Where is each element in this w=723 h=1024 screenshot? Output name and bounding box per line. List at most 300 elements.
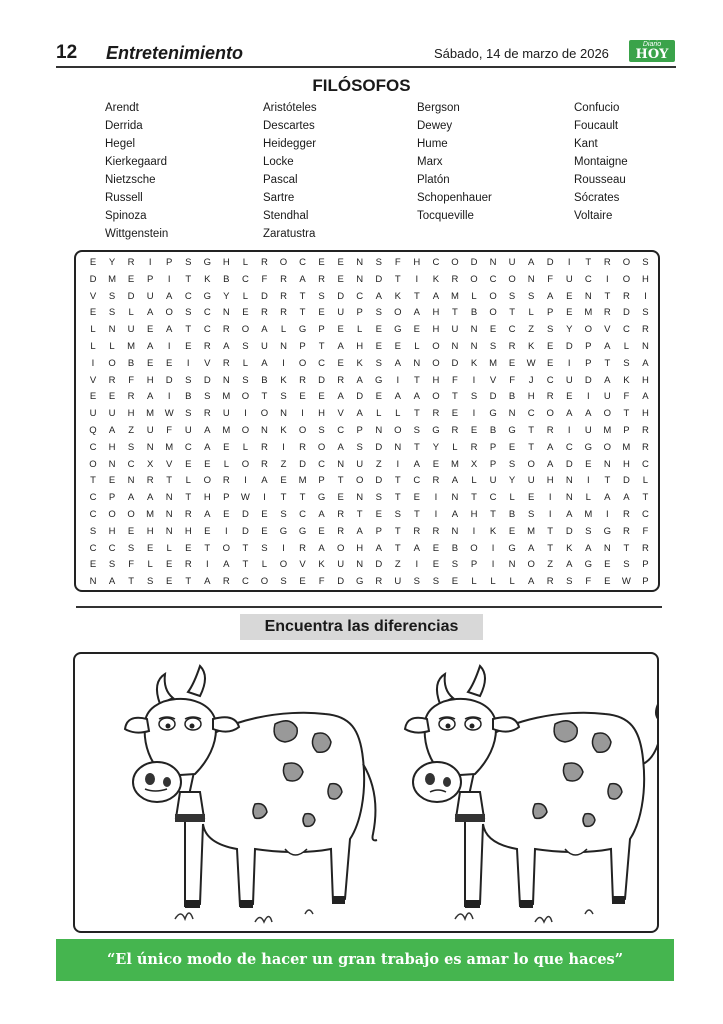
grid-letter: O (470, 542, 478, 554)
grid-letter: P (642, 559, 649, 571)
grid-letter: A (394, 391, 401, 403)
grid-letter: F (585, 576, 592, 588)
grid-letter: M (584, 307, 593, 319)
grid-letter: E (166, 357, 173, 369)
grid-letter: A (356, 408, 363, 420)
grid-letter: U (508, 257, 516, 268)
grid-letter: U (527, 475, 535, 487)
grid-letter: N (603, 458, 611, 470)
grid-letter: F (128, 559, 134, 571)
grid-row (82, 388, 654, 405)
grid-letter: T (528, 441, 535, 453)
grid-letter: T (166, 475, 173, 487)
grid-letter: I (301, 408, 304, 420)
grid-letter: G (489, 408, 497, 420)
grid-letter: L (414, 341, 420, 352)
word-item: Sartre (263, 192, 295, 204)
grid-letter: E (470, 425, 478, 436)
grid-letter: S (375, 307, 382, 319)
grid-letter: N (165, 492, 173, 504)
grid-letter: Q (89, 425, 97, 436)
grid-letter: Z (547, 559, 554, 571)
grid-letter: M (222, 391, 231, 403)
page-header (56, 40, 676, 66)
grid-letter: S (527, 509, 535, 520)
grid-letter: E (337, 273, 344, 285)
grid-letter: T (242, 542, 249, 554)
grid-letter: L (242, 441, 249, 453)
grid-letter: E (127, 525, 135, 537)
grid-letter: R (413, 525, 421, 537)
grid-row (82, 405, 654, 422)
grid-letter: N (108, 458, 116, 470)
grid-letter: G (375, 374, 383, 386)
grid-letter: C (127, 458, 135, 470)
grid-letter: O (260, 408, 269, 420)
grid-letter: D (375, 441, 383, 453)
grid-letter: S (185, 257, 192, 268)
grid-letter: E (318, 257, 325, 268)
grid-letter: O (489, 290, 497, 302)
grid-letter: V (604, 324, 611, 336)
grid-letter: D (451, 357, 459, 369)
grid-letter: L (128, 307, 134, 319)
grid-letter: A (337, 441, 344, 453)
grid-letter: E (146, 357, 154, 369)
grid-letter: S (642, 257, 649, 268)
grid-letter: I (644, 290, 647, 302)
grid-letter: O (527, 559, 535, 571)
page-number: 12 (56, 42, 78, 63)
grid-letter: E (527, 492, 535, 504)
grid-letter: O (108, 357, 116, 369)
grid-letter: E (166, 576, 173, 588)
grid-letter: U (261, 341, 268, 352)
grid-letter: R (337, 374, 345, 386)
grid-letter: O (336, 542, 345, 554)
grid-letter: A (413, 307, 421, 319)
grid-letter: A (527, 576, 535, 588)
grid-letter: H (527, 391, 535, 403)
quote-banner: “El único modo de hacer un gran trabajo es amar lo que haces” (56, 939, 674, 981)
grid-letter: H (318, 408, 326, 420)
grid-letter: T (452, 391, 458, 403)
grid-letter: I (586, 475, 590, 487)
grid-letter: A (337, 341, 344, 352)
grid-letter: B (185, 391, 192, 403)
grid-letter: U (89, 408, 97, 420)
grid-letter: H (203, 492, 211, 504)
grid-letter: D (489, 391, 497, 403)
grid-letter: R (280, 273, 287, 285)
grid-letter: T (242, 559, 249, 571)
grid-letter: F (623, 391, 630, 403)
grid-letter: E (299, 576, 306, 588)
grid-letter: R (622, 509, 630, 520)
grid-row (82, 288, 654, 305)
grid-letter: I (396, 374, 400, 386)
grid-letter: D (299, 458, 306, 470)
grid-letter: O (527, 458, 535, 470)
grid-letter: L (109, 341, 115, 352)
grid-letter: C (184, 441, 192, 453)
word-item: Russell (105, 192, 143, 204)
grid-letter: R (642, 324, 649, 336)
grid-letter: N (222, 307, 230, 319)
grid-letter: S (375, 357, 382, 369)
grid-letter: A (394, 357, 401, 369)
grid-letter: L (223, 458, 229, 470)
grid-letter: R (108, 374, 116, 386)
grid-letter: E (89, 559, 97, 571)
grid-letter: H (146, 374, 154, 386)
grid-letter: U (108, 408, 116, 420)
grid-letter: I (167, 391, 171, 403)
grid-row (82, 540, 654, 557)
grid-letter: S (280, 391, 287, 403)
grid-letter: C (508, 324, 516, 336)
grid-letter: G (603, 525, 612, 537)
grid-letter: E (185, 341, 192, 352)
grid-letter: L (395, 408, 401, 420)
grid-letter: E (413, 324, 421, 336)
grid-letter: X (470, 458, 478, 470)
grid-letter: P (489, 441, 497, 453)
grid-letter: O (108, 509, 116, 520)
grid-letter: R (546, 425, 554, 436)
word-item: Voltaire (574, 210, 613, 222)
grid-row (82, 304, 654, 321)
grid-letter: L (509, 576, 515, 588)
grid-letter: N (603, 542, 611, 554)
grid-letter: S (242, 341, 249, 352)
grid-letter: R (546, 391, 554, 403)
grid-letter: P (318, 475, 325, 487)
grid-letter: T (185, 492, 192, 504)
grid-letter: E (318, 525, 325, 537)
grid-letter: A (166, 290, 173, 302)
grid-letter: A (566, 559, 573, 571)
grid-letter: N (108, 324, 116, 336)
grid-letter: E (394, 341, 401, 352)
grid-letter: S (432, 576, 440, 588)
grid-letter: C (642, 458, 649, 470)
grid-letter: D (318, 374, 326, 386)
grid-letter: I (263, 492, 266, 504)
grid-letter: X (146, 458, 154, 470)
grid-letter: V (89, 374, 97, 386)
grid-letter: Z (394, 559, 401, 571)
grid-letter: W (164, 408, 174, 420)
grid-letter: S (623, 357, 630, 369)
grid-letter: R (261, 441, 268, 453)
grid-letter: N (451, 525, 459, 537)
grid-letter: H (546, 475, 554, 487)
grid-letter: S (108, 307, 116, 319)
grid-letter: G (508, 542, 516, 554)
grid-letter: C (89, 441, 97, 453)
grid-row (82, 372, 654, 389)
grid-letter: H (222, 257, 230, 268)
puzzle-title: FILÓSOFOS (312, 76, 411, 95)
grid-letter: V (89, 290, 97, 302)
grid-letter: G (584, 441, 592, 453)
word-item: Spinoza (105, 210, 147, 222)
grid-letter: F (394, 257, 401, 268)
grid-letter: S (394, 509, 401, 520)
grid-letter: T (394, 492, 401, 504)
grid-letter: A (108, 576, 116, 588)
grid-letter: R (127, 257, 135, 268)
grid-letter: U (146, 425, 154, 436)
grid-letter: S (489, 341, 497, 352)
grid-letter: C (565, 441, 573, 453)
grid-row (82, 456, 654, 473)
grid-letter: T (413, 509, 420, 520)
grid-letter: V (337, 408, 344, 420)
grid-letter: S (623, 559, 630, 571)
grid-letter: N (261, 425, 268, 436)
grid-letter: R (642, 441, 649, 453)
grid-letter: C (622, 324, 630, 336)
grid-letter: S (185, 408, 192, 420)
grid-letter: L (280, 324, 287, 336)
grid-letter: L (242, 290, 249, 302)
grid-letter: D (375, 475, 383, 487)
grid-letter: R (603, 257, 611, 268)
word-item: Kierkegaard (105, 156, 168, 168)
grid-letter: H (470, 509, 478, 520)
grid-letter: C (89, 542, 97, 554)
grid-letter: A (356, 374, 363, 386)
grid-letter: V (204, 357, 211, 369)
grid-letter: O (241, 324, 250, 336)
grid-letter: T (128, 576, 134, 588)
grid-letter: M (127, 341, 136, 352)
grid-letter: K (356, 357, 363, 369)
word-item: Tocqueville (417, 210, 474, 222)
word-item: Wittgenstein (105, 228, 169, 240)
grid-letter: T (642, 492, 649, 504)
grid-letter: R (261, 458, 268, 470)
grid-letter: E (318, 307, 325, 319)
grid-letter: A (451, 509, 459, 520)
grid-letter: M (489, 357, 497, 369)
grid-letter: O (622, 273, 631, 285)
grid-letter: S (127, 542, 135, 554)
grid-letter: U (489, 475, 497, 487)
grid-letter: K (527, 341, 535, 352)
grid-letter: K (489, 525, 497, 537)
grid-letter: N (527, 273, 535, 285)
grid-letter: B (489, 425, 497, 436)
word-item: Sócrates (574, 192, 620, 204)
grid-letter: E (223, 441, 230, 453)
grid-letter: T (604, 357, 611, 369)
grid-letter: B (223, 273, 230, 285)
grid-letter: D (165, 374, 173, 386)
grid-letter: S (280, 576, 287, 588)
grid-letter: H (622, 458, 630, 470)
grid-letter: N (470, 341, 478, 352)
grid-letter: U (565, 374, 573, 386)
grid-letter: D (241, 525, 249, 537)
grid-letter: H (108, 525, 116, 537)
grid-letter: L (261, 559, 268, 571)
grid-letter: G (279, 525, 288, 537)
grid-letter: O (394, 425, 402, 436)
grid-letter: Z (528, 324, 535, 336)
grid-letter: E (432, 559, 440, 571)
section-divider (76, 606, 662, 608)
word-item: Hegel (105, 138, 136, 150)
grid-letter: K (280, 425, 287, 436)
grid-letter: N (165, 525, 173, 537)
grid-letter: R (375, 576, 383, 588)
grid-letter: P (318, 324, 325, 336)
grid-letter: A (223, 341, 230, 352)
grid-letter: M (622, 441, 631, 453)
grid-letter: O (127, 509, 135, 520)
grid-letter: I (186, 357, 190, 369)
grid-letter: S (413, 576, 421, 588)
grid-letter: G (203, 290, 211, 302)
grid-letter: I (415, 273, 419, 285)
grid-letter: T (185, 324, 192, 336)
grid-letter: E (89, 307, 97, 319)
grid-letter: P (223, 492, 230, 504)
grid-letter: O (584, 324, 592, 336)
grid-letter: G (508, 425, 516, 436)
grid-letter: T (261, 391, 268, 403)
grid-letter: M (527, 525, 536, 537)
grid-letter: A (413, 391, 421, 403)
grid-letter: S (185, 307, 192, 319)
grid-letter: C (184, 290, 192, 302)
word-item: Platón (417, 174, 450, 186)
grid-letter: P (146, 273, 154, 285)
grid-letter: F (318, 576, 325, 588)
grid-letter: K (204, 273, 211, 285)
grid-letter: S (261, 542, 268, 554)
grid-letter: A (566, 408, 573, 420)
grid-letter: N (413, 357, 421, 369)
grid-letter: L (471, 475, 477, 487)
grid-letter: H (432, 307, 440, 319)
grid-letter: L (490, 576, 496, 588)
grid-letter: S (318, 290, 325, 302)
grid-letter: U (184, 425, 192, 436)
grid-letter: S (527, 290, 535, 302)
grid-letter: R (432, 408, 440, 420)
grid-letter: S (413, 425, 421, 436)
grid-letter: N (565, 475, 573, 487)
grid-letter: S (470, 391, 478, 403)
grid-letter: O (451, 257, 459, 268)
issue-date: Sábado, 14 de marzo de 2026 (434, 46, 609, 61)
grid-row (82, 271, 654, 288)
grid-letter: A (547, 441, 554, 453)
grid-letter: S (127, 441, 135, 453)
grid-row (82, 422, 654, 439)
grid-letter: E (432, 458, 440, 470)
grid-letter: D (622, 475, 630, 487)
grid-letter: I (472, 374, 476, 386)
grid-letter: L (90, 341, 96, 352)
grid-letter: A (261, 357, 268, 369)
grid-letter: F (128, 374, 134, 386)
grid-letter: A (642, 391, 649, 403)
grid-letter: C (489, 273, 497, 285)
grid-letter: T (299, 492, 306, 504)
grid-letter: S (508, 290, 516, 302)
grid-letter: N (165, 509, 173, 520)
grid-letter: E (566, 391, 573, 403)
grid-letter: N (508, 559, 516, 571)
grid-letter: Y (508, 475, 516, 487)
grid-letter: N (222, 374, 230, 386)
grid-letter: H (108, 441, 116, 453)
word-item: Montaigne (574, 156, 628, 168)
grid-letter: S (451, 559, 459, 571)
grid-letter: A (318, 542, 325, 554)
grid-letter: E (185, 542, 192, 554)
grid-letter: T (547, 542, 554, 554)
grid-letter: P (547, 307, 554, 319)
grid-letter: H (184, 525, 192, 537)
grid-letter: G (203, 257, 211, 268)
logo-top-text: Diario (642, 41, 662, 48)
grid-letter: I (148, 257, 152, 268)
grid-letter: S (508, 458, 516, 470)
grid-letter: M (165, 441, 174, 453)
grid-letter: T (528, 425, 535, 436)
grid-letter: S (642, 307, 649, 319)
grid-letter: E (166, 559, 173, 571)
grid-letter: D (546, 257, 554, 268)
grid-letter: G (394, 324, 402, 336)
grid-letter: P (166, 257, 173, 268)
grid-letter: T (394, 475, 401, 487)
grid-letter: E (508, 441, 516, 453)
grid-row (82, 355, 654, 372)
grid-letter: B (508, 509, 516, 520)
grid-letter: E (547, 357, 554, 369)
grid-letter: M (146, 509, 155, 520)
grid-letter: I (282, 441, 285, 453)
grid-letter: A (642, 357, 649, 369)
grid-letter: C (299, 257, 306, 268)
section-title: Entretenimiento (106, 43, 244, 63)
grid-letter: A (604, 374, 611, 386)
grid-letter: N (565, 492, 573, 504)
differences-panel (73, 652, 659, 933)
grid-letter: D (584, 374, 592, 386)
grid-letter: S (204, 391, 211, 403)
grid-letter: C (108, 542, 116, 554)
grid-letter: I (567, 425, 571, 436)
grid-letter: E (242, 307, 249, 319)
grid-letter: C (318, 458, 326, 470)
grid-letter: C (432, 257, 440, 268)
grid-letter: T (337, 475, 344, 487)
grid-letter: C (89, 509, 97, 520)
grid-letter: L (376, 408, 382, 420)
word-item: Locke (263, 156, 294, 168)
grid-letter: R (642, 425, 649, 436)
grid-letter: O (432, 357, 440, 369)
grid-letter: A (204, 576, 211, 588)
